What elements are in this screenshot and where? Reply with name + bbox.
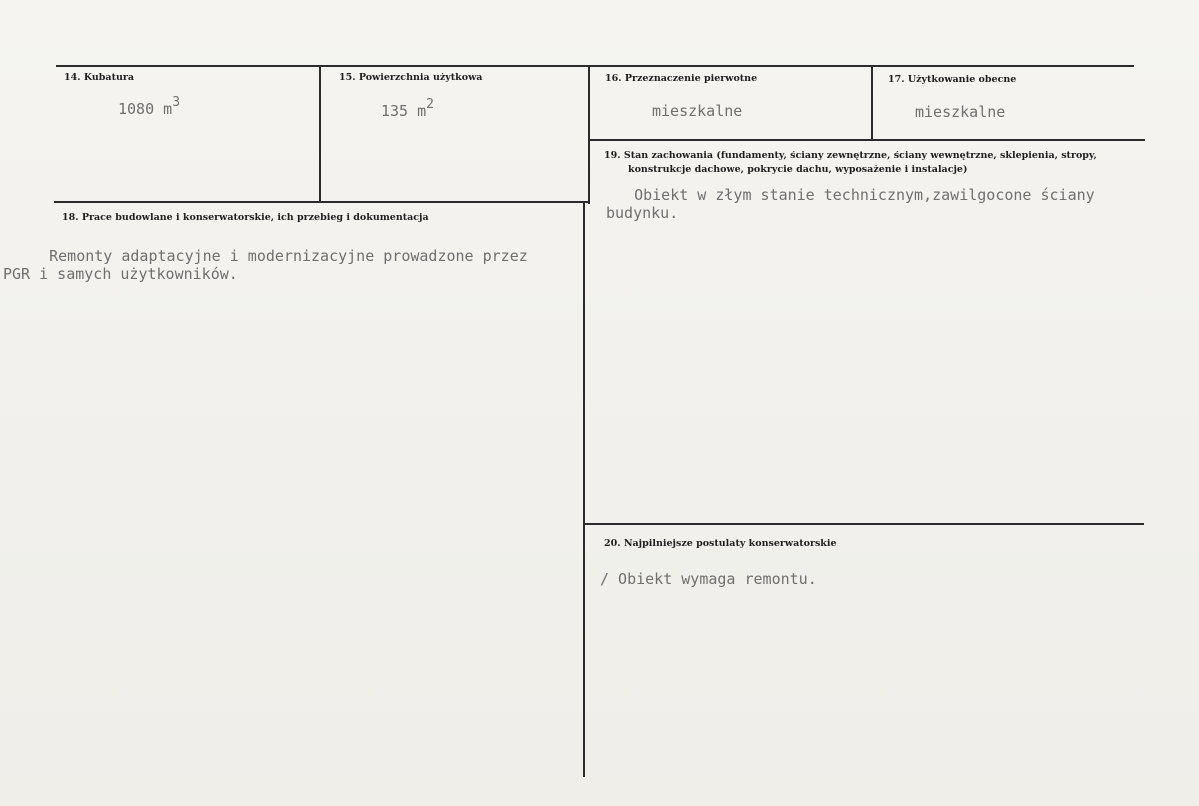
field-16-value: mieszkalne — [652, 102, 743, 120]
field-18-line-2: PGR i samych użytkowników. — [3, 265, 238, 283]
field-17-label: 17. Użytkowanie obecne — [888, 74, 1017, 85]
field-14-value — [118, 95, 181, 120]
field-19-line-2: budynku. — [606, 204, 679, 222]
rule-under-14-15 — [54, 201, 590, 203]
field-16-label: 16. Przeznaczenie pierwotne — [605, 73, 758, 84]
field-14-label: 14. Kubatura — [64, 72, 135, 83]
divider-15-16 — [588, 66, 590, 204]
field-20-label: 20. Najpilniejsze postulaty konserwatorskie — [604, 538, 837, 549]
field-19-label-line-1: 19. Stan zachowania (fundamenty, ściany zewnętrzne, ściany wewnętrzne, sklepienia, stropy, — [604, 150, 1097, 161]
field-15-label: 15. Powierzchnia użytkowa — [339, 72, 483, 83]
field-14-number: 1080 m — [118, 100, 173, 118]
field-15-unit-exponent: 2 — [426, 97, 434, 112]
divider-18-19 — [583, 202, 585, 777]
field-15-number: 135 m — [381, 102, 427, 120]
field-20-value: / Obiekt wymaga remontu. — [600, 570, 817, 588]
field-18-label: 18. Prace budowlane i konserwatorskie, ich przebieg i dokumentacja — [62, 212, 429, 223]
divider-16-17 — [871, 66, 873, 140]
divider-14-15 — [319, 66, 321, 202]
top-rule — [56, 65, 1134, 67]
rule-under-19 — [584, 523, 1144, 525]
field-18-line-1: Remonty adaptacyjne i modernizacyjne prowadzone przez — [13, 247, 528, 265]
field-19-label-line-2: konstrukcje dachowe, pokrycie dachu, wyposażenie i instalacje) — [628, 164, 968, 175]
field-17-value: mieszkalne — [915, 103, 1006, 121]
field-15-value — [381, 97, 434, 122]
field-19-line-1: Obiekt w złym stanie technicznym,zawilgocone ściany — [607, 186, 1095, 204]
rule-under-16-17 — [589, 139, 1145, 141]
field-14-unit-exponent: 3 — [172, 95, 181, 110]
